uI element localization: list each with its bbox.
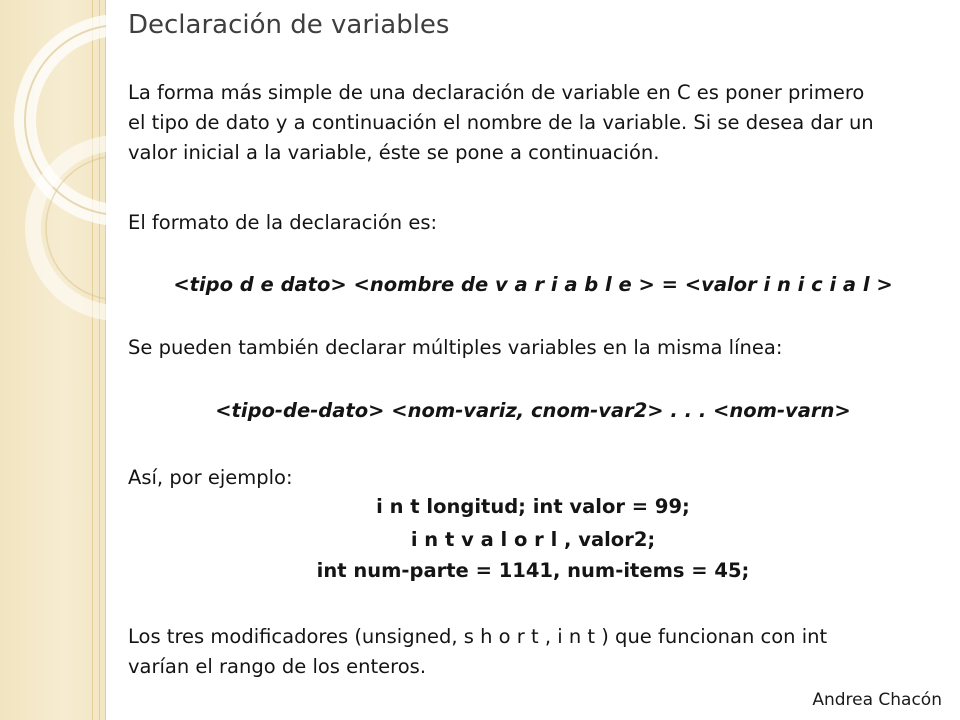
modifiers-paragraph [128,622,958,682]
slide-title: Declaración de variables [128,10,450,40]
modifiers-line: Los tres modificadores (unsigned, s h o r t , i n t ) que funcionan con int [128,625,828,648]
intro-line: valor inicial a la variable, éste se pone a continuación. [128,141,660,164]
example-line: i n t v a l o r l , valor2; [410,528,656,551]
modifiers-line: varían el rango de los enteros. [128,655,427,678]
decorative-sidebar [0,0,106,720]
intro-line: el tipo de dato y a continuación el nombre de la variable. Si se desea dar un [128,111,874,134]
intro-paragraph [128,78,958,168]
intro-line: La forma más simple de una declaración de variable en C es poner primero [128,81,865,104]
example-line: i n t longitud; int valor = 99; [376,495,690,518]
format-label: El formato de la declaración es: [128,211,438,234]
decorative-circles [0,0,106,320]
multi-declaration-syntax: <tipo-de-dato> <nom-variz, cnom-var2> . . . <nom-varn> [215,399,851,422]
format-syntax: <tipo d e dato> <nombre de v a r i a b l e > = <valor i n i c i a l > [173,273,893,296]
multi-declaration-label: Se pueden también declarar múltiples variables en la misma línea: [128,336,783,359]
example-label: Así, por ejemplo: [128,466,293,489]
author-name: Andrea Chacón [812,690,942,710]
example-line: int num-parte = 1141, num-items = 45; [316,559,750,582]
